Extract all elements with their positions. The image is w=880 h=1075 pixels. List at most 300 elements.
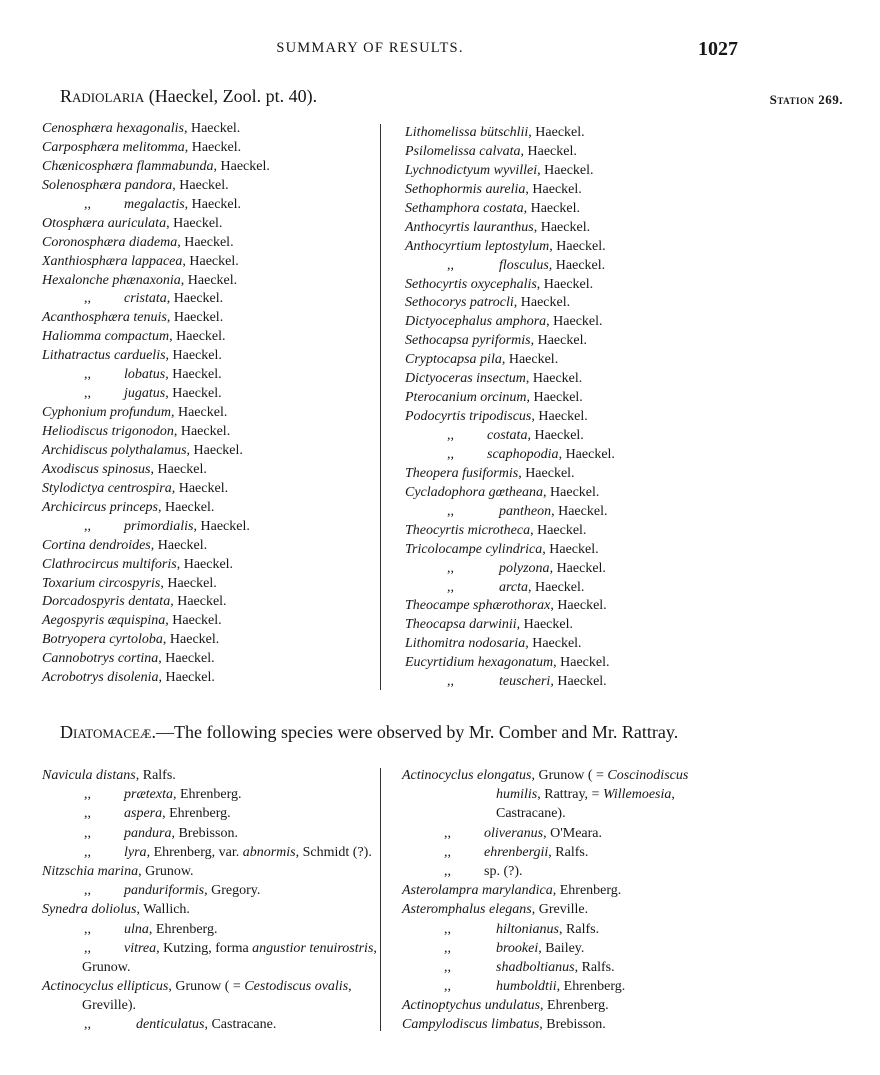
authority: , Haeckel. <box>531 409 588 425</box>
authority: , Haeckel. <box>528 579 585 595</box>
radiolaria-left-column <box>42 120 270 688</box>
species-entry <box>42 328 270 347</box>
authority: , Haeckel. <box>550 674 607 690</box>
species-entry <box>42 650 270 669</box>
species-name: pantheon <box>499 503 552 519</box>
species-entry <box>405 597 615 616</box>
authority: , Haeckel. <box>180 272 238 288</box>
species-name: Sethocorys patrocli <box>405 295 514 311</box>
authority: Castracane). <box>496 806 566 822</box>
authority: , Haeckel. <box>186 442 243 458</box>
authority: , Haeckel. <box>558 446 615 462</box>
ditto-mark: ,, <box>84 291 91 307</box>
species-entry <box>405 673 615 692</box>
species-entry <box>42 824 377 843</box>
ditto-mark: ,, <box>447 503 454 519</box>
species-name: arcta <box>499 579 529 595</box>
species-name: Lithomelissa bütschlii <box>405 125 529 140</box>
species-entry <box>42 272 270 291</box>
heading-rest: .—The following species were observed by Mr. Comber and Mr. Rattray. <box>151 722 679 742</box>
species-name: ehrenbergii <box>484 844 549 860</box>
authority: , Schmidt (?). <box>295 844 372 860</box>
species-name: Cyphonium profundum <box>42 405 171 421</box>
authority: , Ehrenberg. <box>540 998 609 1014</box>
species-name: Actinocyclus elongatus <box>402 768 532 783</box>
species-entry <box>405 351 615 370</box>
authority: , Brebisson. <box>171 825 238 841</box>
authority: , Castracane. <box>204 1017 277 1033</box>
ditto-mark: ,, <box>84 940 91 956</box>
species-name: Psilomelissa calvata <box>405 143 521 159</box>
species-entry <box>405 370 615 389</box>
ditto-mark: ,, <box>447 560 454 576</box>
species-name: Coronosphæra diadema <box>42 234 178 250</box>
species-entry <box>405 219 615 238</box>
ditto-mark: ,, <box>84 787 91 803</box>
species-name: Tricolocampe cylindrica <box>405 541 543 557</box>
species-entry <box>42 404 270 423</box>
species-entry <box>405 313 615 332</box>
authority: , Ralfs. <box>548 844 589 860</box>
species-entry <box>42 537 270 556</box>
species-entry <box>402 996 688 1015</box>
species-entry <box>42 158 270 177</box>
species-name: Xanthiosphæra lappacea <box>42 253 183 269</box>
species-name: Pterocanium orcinum <box>405 390 527 406</box>
authority: , Rattray, = <box>537 787 603 803</box>
species-entry <box>42 196 270 215</box>
authority: , Haeckel. <box>549 560 606 576</box>
authority: , Haeckel. <box>176 556 234 572</box>
authority: , Haeckel. <box>166 291 224 307</box>
species-entry <box>42 862 377 881</box>
species-name: brookei <box>496 940 539 956</box>
species-name: teuscheri <box>499 674 551 690</box>
ditto-mark: ,, <box>447 257 454 273</box>
species-entry <box>405 238 615 257</box>
section-heading-diatomaceae <box>60 722 678 743</box>
authority: , Haeckel. <box>546 314 603 330</box>
species-name: aspera <box>124 806 163 822</box>
species-entry <box>402 824 688 843</box>
species-name: humboldtii <box>496 979 557 995</box>
authority: , Haeckel. <box>553 655 610 671</box>
species-entry <box>42 1015 377 1034</box>
species-name: Podocyrtis tripodiscus <box>405 409 532 425</box>
authority: , Wallich. <box>136 902 190 918</box>
authority: , Brebisson. <box>539 1017 606 1033</box>
species-entry <box>42 177 270 196</box>
authority: , Haeckel. <box>513 295 571 311</box>
species-entry <box>402 881 688 900</box>
authority: , Grunow ( = <box>531 768 608 783</box>
authority: , Haeckel. <box>530 522 587 538</box>
species-name: Otosphæra auriculata <box>42 215 167 231</box>
species-name: oliveranus <box>484 825 544 841</box>
authority: , Haeckel. <box>533 219 591 235</box>
page-number: 1027 <box>698 38 738 60</box>
authority: , Haeckel. <box>184 196 242 212</box>
authority: , Grunow ( = <box>168 979 245 995</box>
species-entry <box>402 920 688 939</box>
species-name: Asterolampra marylandica <box>402 883 553 899</box>
species-entry <box>42 575 270 594</box>
ditto-mark: ,, <box>84 196 91 212</box>
ditto-mark: ,, <box>447 446 454 462</box>
authority: , Haeckel. <box>526 390 583 406</box>
species-name: panduriformis <box>124 883 205 899</box>
species-name: Toxarium circospyris <box>42 575 161 591</box>
species-entry <box>405 616 615 635</box>
authority: , Haeckel. <box>549 238 606 254</box>
ditto-mark: ,, <box>84 386 91 402</box>
authority: , Haeckel. <box>166 310 224 326</box>
species-entry <box>405 635 615 654</box>
species-entry <box>42 920 377 939</box>
species-name: Hexalonche phænaxonia <box>42 272 181 288</box>
authority: , <box>373 940 377 956</box>
ditto-mark: ,, <box>84 806 91 822</box>
authority: sp. (?). <box>484 863 523 879</box>
species-name: Actinocyclus ellipticus <box>42 979 169 995</box>
species-entry <box>405 181 615 200</box>
authority: , Haeckel. <box>150 461 207 477</box>
species-name: vitrea <box>124 940 157 956</box>
species-name: Cestodiscus ovalis <box>244 979 349 995</box>
authority: , Haeckel. <box>165 348 222 364</box>
species-entry <box>42 785 377 804</box>
ditto-mark: ,, <box>84 367 91 383</box>
species-name: Carposphæra melitomma <box>42 139 185 155</box>
species-entry <box>405 200 615 219</box>
species-entry <box>42 612 270 631</box>
species-entry <box>405 294 615 313</box>
species-name: Lychnodictyum wyvillei <box>405 162 538 178</box>
authority: , Haeckel. <box>165 613 222 629</box>
authority: Greville). <box>82 998 137 1014</box>
species-name: Sethamphora costata <box>405 200 524 216</box>
authority: , Haeckel. <box>548 257 606 273</box>
heading-rest: (Haeckel, Zool. pt. 40). <box>144 86 318 106</box>
species-name: Asteromphalus elegans <box>402 902 532 918</box>
species-name: costata <box>487 428 528 443</box>
authority: , Haeckel. <box>516 617 573 633</box>
species-name: Anthocyrtium leptostylum <box>405 238 550 254</box>
species-entry <box>42 881 377 900</box>
species-entry <box>405 276 615 295</box>
species-name: Archicircus princeps <box>42 499 158 515</box>
species-name: polyzona <box>499 560 550 576</box>
species-name: Dictyoceras insectum <box>405 371 526 387</box>
species-name: Clathrocircus multiforis <box>42 556 177 572</box>
species-name: angustior tenuirostris <box>252 940 374 956</box>
authority: , Ehrenberg. <box>173 787 242 803</box>
authority: , Haeckel. <box>184 139 242 155</box>
ditto-mark: ,, <box>444 959 451 975</box>
species-name: Dictyocephalus amphora <box>405 314 547 330</box>
species-name: Cycladophora gœtheana <box>405 484 544 500</box>
species-name: denticulatus <box>136 1017 205 1033</box>
authority: , Haeckel. <box>550 598 607 614</box>
ditto-mark: ,, <box>444 979 451 995</box>
species-entry <box>42 631 270 650</box>
authority: , Haeckel. <box>162 632 220 648</box>
species-name: Heliodiscus trigonodon <box>42 424 174 439</box>
species-entry <box>42 253 270 272</box>
authority: , Haeckel. <box>527 428 584 443</box>
species-name: Coscinodiscus <box>607 768 689 783</box>
section-heading-radiolaria <box>60 86 317 107</box>
species-name: Lithatractus carduelis <box>42 348 166 364</box>
authority: , Haeckel. <box>160 575 217 591</box>
authority: , Haeckel. <box>150 537 208 553</box>
species-name: flosculus <box>499 257 549 273</box>
running-head: SUMMARY OF RESULTS. <box>276 40 464 56</box>
species-name: Chænicosphæra flammabunda <box>42 158 214 174</box>
authority: , Haeckel. <box>551 503 608 519</box>
ditto-mark: ,, <box>84 825 91 841</box>
species-name: Acanthosphæra tenuis <box>42 310 167 326</box>
species-entry <box>42 442 270 461</box>
ditto-mark: ,, <box>84 1017 91 1033</box>
species-entry <box>42 499 270 518</box>
ditto-mark: ,, <box>84 518 91 534</box>
species-name: Acrobotrys disolenia <box>42 670 159 686</box>
authority: , Haeckel. <box>525 371 583 387</box>
ditto-mark: ,, <box>444 921 451 937</box>
species-entry <box>402 804 688 823</box>
species-name: humilis <box>496 787 538 803</box>
species-name: cristata <box>124 291 167 307</box>
species-name: abnormis <box>242 844 296 860</box>
column-divider <box>380 768 381 1031</box>
authority: , Haeckel. <box>170 594 227 610</box>
species-name: Lithomitra nodosaria <box>405 636 526 652</box>
species-name: Campylodiscus limbatus <box>402 1017 540 1033</box>
authority: , Haeckel. <box>537 162 594 178</box>
species-entry <box>42 766 377 785</box>
diatomaceae-left-column <box>42 766 377 1035</box>
authority: , Ehrenberg. <box>148 921 218 937</box>
species-entry <box>402 900 688 919</box>
authority: , Haeckel. <box>177 234 234 250</box>
species-entry <box>405 465 615 484</box>
species-name: Willemoesia <box>602 787 672 803</box>
authority: , Haeckel. <box>523 200 580 216</box>
authority: , Haeckel. <box>543 484 600 500</box>
species-entry <box>42 518 270 537</box>
authority: , Ehrenberg. <box>556 979 626 995</box>
species-entry <box>402 843 688 862</box>
species-entry <box>405 522 615 541</box>
diatomaceae-right-column <box>402 766 688 1035</box>
authority: , Haeckel. <box>518 465 575 481</box>
species-name: megalactis <box>124 196 185 212</box>
radiolaria-right-column <box>405 124 615 692</box>
authority: , <box>671 787 675 803</box>
species-entry <box>405 143 615 162</box>
authority: , Haeckel. <box>170 405 228 421</box>
authority: , Haeckel. <box>169 329 226 345</box>
species-name: Synedra doliolus <box>42 902 137 918</box>
authority: , Ehrenberg. <box>552 883 622 899</box>
species-entry <box>402 958 688 977</box>
species-name: Axodiscus spinosus <box>42 461 151 477</box>
species-name: Archidiscus polythalamus <box>42 442 187 458</box>
species-name: Anthocyrtis lauranthus <box>405 219 534 235</box>
species-name: Solenosphæra pandora <box>42 177 173 193</box>
authority: , Haeckel. <box>501 352 559 368</box>
authority: , Gregory. <box>204 883 261 899</box>
species-name: Cryptocapsa pila <box>405 352 502 368</box>
authority: , Haeckel. <box>173 424 231 439</box>
authority: Grunow. <box>82 959 131 975</box>
species-name: Actinoptychus undulatus <box>402 998 541 1014</box>
authority: , Haeckel. <box>530 333 587 349</box>
species-entry <box>42 385 270 404</box>
species-entry <box>42 234 270 253</box>
species-entry <box>405 124 615 143</box>
species-name: lobatus <box>124 367 166 383</box>
species-entry <box>42 139 270 158</box>
authority: , Haeckel. <box>183 121 241 136</box>
species-name: Sethocapsa pyriformis <box>405 333 531 349</box>
ditto-mark: ,, <box>84 844 91 860</box>
column-divider <box>380 124 381 690</box>
species-entry <box>405 257 615 276</box>
species-name: Dorcadospyris dentata <box>42 594 171 610</box>
species-name: Sethophormis aurelia <box>405 181 526 197</box>
species-entry <box>402 939 688 958</box>
species-name: primordialis <box>124 518 194 534</box>
authority: , Grunow. <box>138 863 194 879</box>
heading-name: Diatomaceæ <box>60 722 152 742</box>
authority: , Haeckel. <box>542 541 599 557</box>
ditto-mark: ,, <box>84 883 91 899</box>
species-name: Cannobotrys cortina <box>42 651 159 667</box>
species-name: Navicula distans <box>42 768 136 783</box>
authority: , O'Meara. <box>543 825 602 841</box>
species-entry <box>405 560 615 579</box>
species-name: ulna <box>124 921 149 937</box>
species-name: Theocampe sphærothorax <box>405 598 551 614</box>
species-entry <box>405 332 615 351</box>
species-name: prætexta <box>124 787 173 803</box>
authority: , Haeckel. <box>171 480 229 496</box>
species-name: Nitzschia marina <box>42 863 139 879</box>
authority: , Kutzing, forma <box>156 940 253 956</box>
authority: , Haeckel. <box>165 386 222 402</box>
authority: , Haeckel. <box>528 125 585 140</box>
species-entry <box>42 461 270 480</box>
species-name: jugatus <box>124 386 166 402</box>
species-entry <box>405 579 615 598</box>
ditto-mark: ,, <box>444 825 451 841</box>
species-entry <box>405 446 615 465</box>
species-entry <box>42 900 377 919</box>
authority: , Haeckel. <box>525 636 582 652</box>
species-entry <box>42 669 270 688</box>
species-entry <box>402 862 688 881</box>
authority: , Haeckel. <box>193 518 250 534</box>
species-name: lyra <box>124 844 147 860</box>
species-name: Theocapsa darwinii <box>405 617 517 633</box>
authority: , Haeckel. <box>172 177 229 193</box>
species-name: Haliomma compactum <box>42 329 170 345</box>
species-entry <box>402 1015 688 1034</box>
species-name: Sethocyrtis oxycephalis <box>405 276 537 292</box>
species-name: shadboltianus <box>496 959 575 975</box>
species-name: Aegospyris æquispina <box>42 613 166 629</box>
species-name: Stylodictya centrospira <box>42 480 172 496</box>
species-name: Eucyrtidium hexagonatum <box>405 655 554 671</box>
authority: , Haeckel. <box>165 367 222 383</box>
species-entry <box>42 347 270 366</box>
heading-name: Radiolaria <box>60 86 145 106</box>
authority: , Ralfs. <box>559 921 600 937</box>
species-name: Theopera fusiformis <box>405 465 519 481</box>
ditto-mark: ,, <box>447 579 454 595</box>
species-entry <box>42 977 377 996</box>
species-entry <box>42 309 270 328</box>
authority: , Greville. <box>531 902 589 918</box>
authority: , Haeckel. <box>166 215 223 231</box>
species-entry <box>405 484 615 503</box>
species-name: Botryopera cyrtoloba <box>42 632 163 648</box>
authority: , Haeckel. <box>158 670 215 686</box>
authority: , Ralfs. <box>574 959 615 975</box>
ditto-mark: ,, <box>84 921 91 937</box>
authority: , Ralfs. <box>135 768 176 783</box>
authority: , Ehrenberg, var. <box>146 844 243 860</box>
species-name: Cortina dendroides <box>42 537 151 553</box>
species-entry <box>42 423 270 442</box>
species-entry <box>42 996 377 1015</box>
species-entry <box>402 977 688 996</box>
species-entry <box>42 593 270 612</box>
species-name: Cenosphæra hexagonalis <box>42 121 184 136</box>
species-entry <box>42 958 377 977</box>
species-entry <box>402 766 688 785</box>
species-entry <box>42 556 270 575</box>
station-label: Station 269. <box>769 92 843 107</box>
ditto-mark: ,, <box>447 674 454 690</box>
authority: , Haeckel. <box>158 499 215 515</box>
ditto-mark: ,, <box>444 863 451 879</box>
species-entry <box>42 480 270 499</box>
species-entry <box>42 215 270 234</box>
species-entry <box>405 541 615 560</box>
species-entry <box>405 427 615 446</box>
authority: , Haeckel. <box>520 143 577 159</box>
species-name: pandura <box>124 825 172 841</box>
authority: , Haeckel. <box>536 276 594 292</box>
authority: , Haeckel. <box>158 651 215 667</box>
species-entry <box>42 804 377 823</box>
species-entry <box>42 120 270 139</box>
species-entry <box>42 366 270 385</box>
ditto-mark: ,, <box>444 844 451 860</box>
species-entry <box>405 503 615 522</box>
species-entry <box>405 654 615 673</box>
authority: , Haeckel. <box>213 158 270 174</box>
authority: , Ehrenberg. <box>162 806 231 822</box>
species-entry <box>42 939 377 958</box>
species-entry <box>405 162 615 181</box>
species-entry <box>42 290 270 309</box>
species-name: scaphopodia <box>487 446 559 462</box>
species-name: hiltonianus <box>496 921 560 937</box>
